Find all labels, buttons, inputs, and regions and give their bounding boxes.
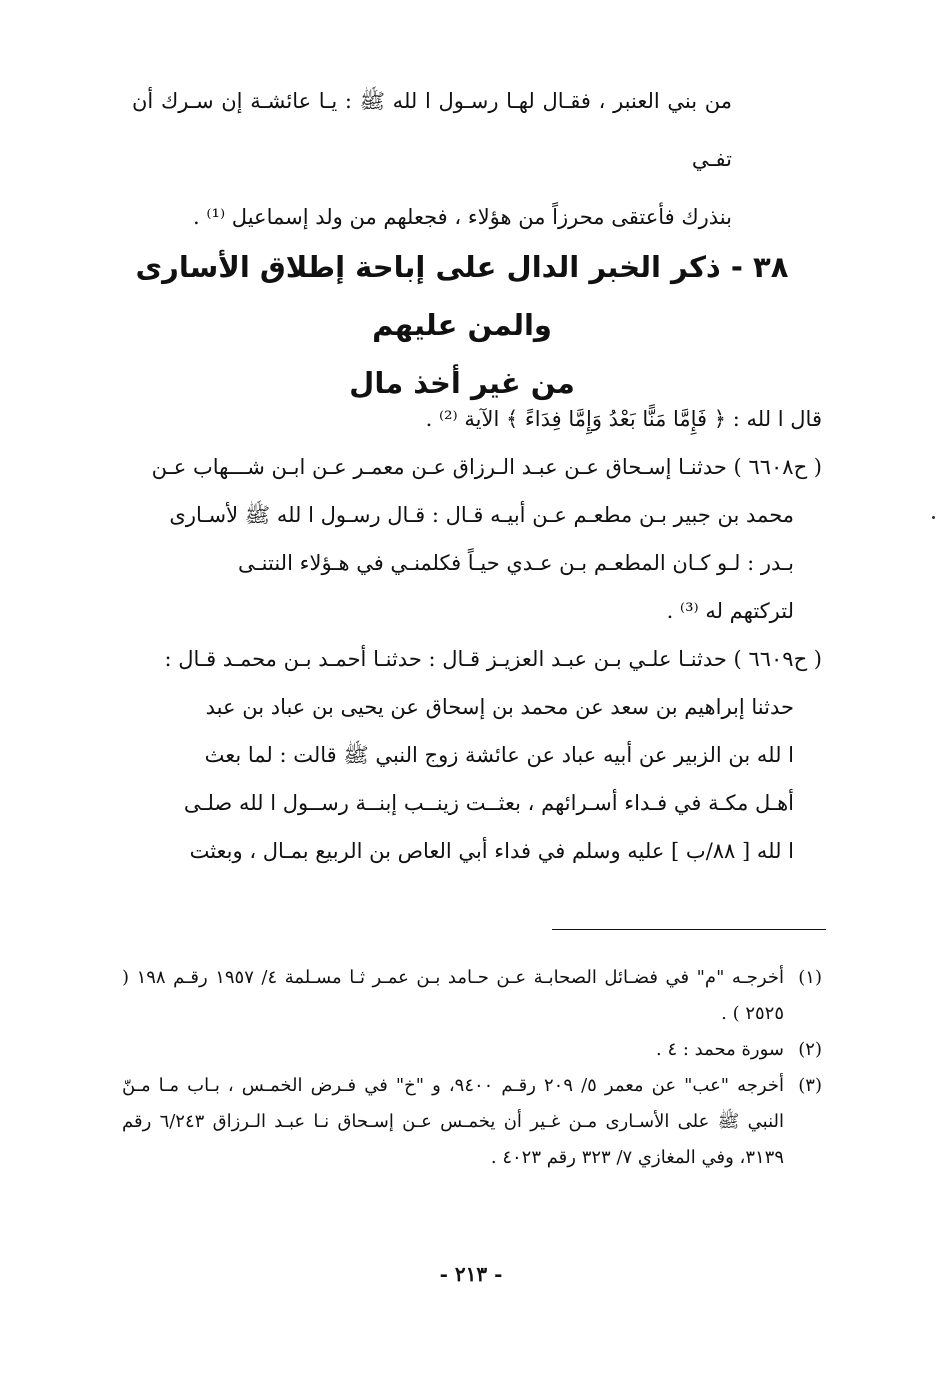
hadith-isnad-line: ( ح٦٦٠٨ ) حدثنـا إسـحاق عـن عبـد الـرزاق عـن معمـر عـن ابـن شـــهاب عـن — [151, 455, 822, 479]
chapter-heading-line: ٣٨ - ذكر الخبر الدال على إباحة إطلاق الأسارى والمن عليهم — [135, 250, 789, 342]
hadith-text-line: بـدر : لـو كـان المطعـم بـن عـدي حيـاً فكلمنـي في هـؤلاء النتنـى — [238, 551, 794, 575]
footnotes — [122, 960, 822, 1176]
hadith-text-line: ا لله [ ٨٨/ب ] عليه وسلم في فداء أبي العاص بن الربيع بمـال ، وبعثت — [189, 839, 794, 863]
footnote-1 — [122, 960, 822, 1032]
footnote-text: أخرجـه "م" في فضـائل الصحابـة عـن حـامد بـن عمـر ثـا مسـلمة ٤/ ١٩٥٧ رقـم ١٩٨ ( ٢٥٢٥ ) . — [122, 967, 784, 1024]
main-text — [122, 395, 822, 875]
intro-line: من بني العنبر ، فقـال لهـا رسـول ا لله ﷺ : يـا عائشـة إن سـرك أن تفـي — [132, 89, 732, 171]
footnote-number: (٢) — [798, 1039, 822, 1060]
hadith-6608 — [122, 443, 822, 635]
intro-line: بنذرك فأعتقى محرزاً من هؤلاء ، فجعلهم من ولد إسماعيل ⁽¹⁾ . — [193, 205, 732, 229]
footnote-text: سورة محمد : ٤ . — [656, 1039, 784, 1060]
chapter-heading-line: من غير أخذ مال — [349, 366, 575, 400]
hadith-6609 — [122, 635, 822, 875]
hadith-text-line: حدثنا إبراهيم بن سعد عن محمد بن إسحاق عن يحيى بن عباد بن عبد — [205, 695, 794, 719]
footnote-3 — [122, 1068, 822, 1176]
hadith-text-line: لتركتهم له ⁽³⁾ . — [666, 599, 794, 623]
hadith-text-line: محمد بن جبير بـن مطعـم عـن أبيـه قـال : قـال رسـول ا لله ﷺ لأسـارى — [169, 503, 794, 527]
hadith-isnad-line: ( ح٦٦٠٩ ) حدثنـا علـي بـن عبـد العزيـز قـال : حدثنـا أحمـد بـن محمـد قـال : — [164, 647, 822, 671]
scan-speck — [932, 516, 935, 519]
quran-verse-line: قال ا لله : ﴿ فَإِمَّا مَنًّا بَعْدُ وَإِمَّا فِدَاءً ﴾ الآية ⁽²⁾ . — [425, 407, 822, 431]
hadith-text-line: ا لله بن الزبير عن أبيه عباد عن عائشة زوج النبي ﷺ قالت : لما بعث — [204, 743, 794, 767]
hadith-text-line: أهـل مكـة في فـداء أسـرائهم ، بعثــت زينــب إبنــة رســول ا لله صلـى — [183, 791, 794, 815]
chapter-heading — [132, 238, 792, 412]
page-number: - ٢١٣ - — [439, 1262, 503, 1286]
footnote-number: (١) — [798, 967, 822, 988]
footnote-text: أخرجه "عب" عن معمر ٥/ ٢٠٩ رقـم ٩٤٠٠، و "خ" في فـرض الخمـس ، بـاب مـا مـنّ النبي ﷺ على الأسـارى مـن غـير أن يخمـس عـن إسـحاق نـا عبـد الـرزاق ٦/٢٤٣ رقم ٣١٣٩، وفي المغازي ٧/ ٣٢٣ رقم ٤٠٢٣ . — [122, 1075, 784, 1168]
footnote-separator — [552, 929, 826, 930]
intro-paragraph — [132, 72, 732, 246]
footnote-2 — [122, 1032, 822, 1068]
footnote-number: (٣) — [798, 1075, 822, 1096]
